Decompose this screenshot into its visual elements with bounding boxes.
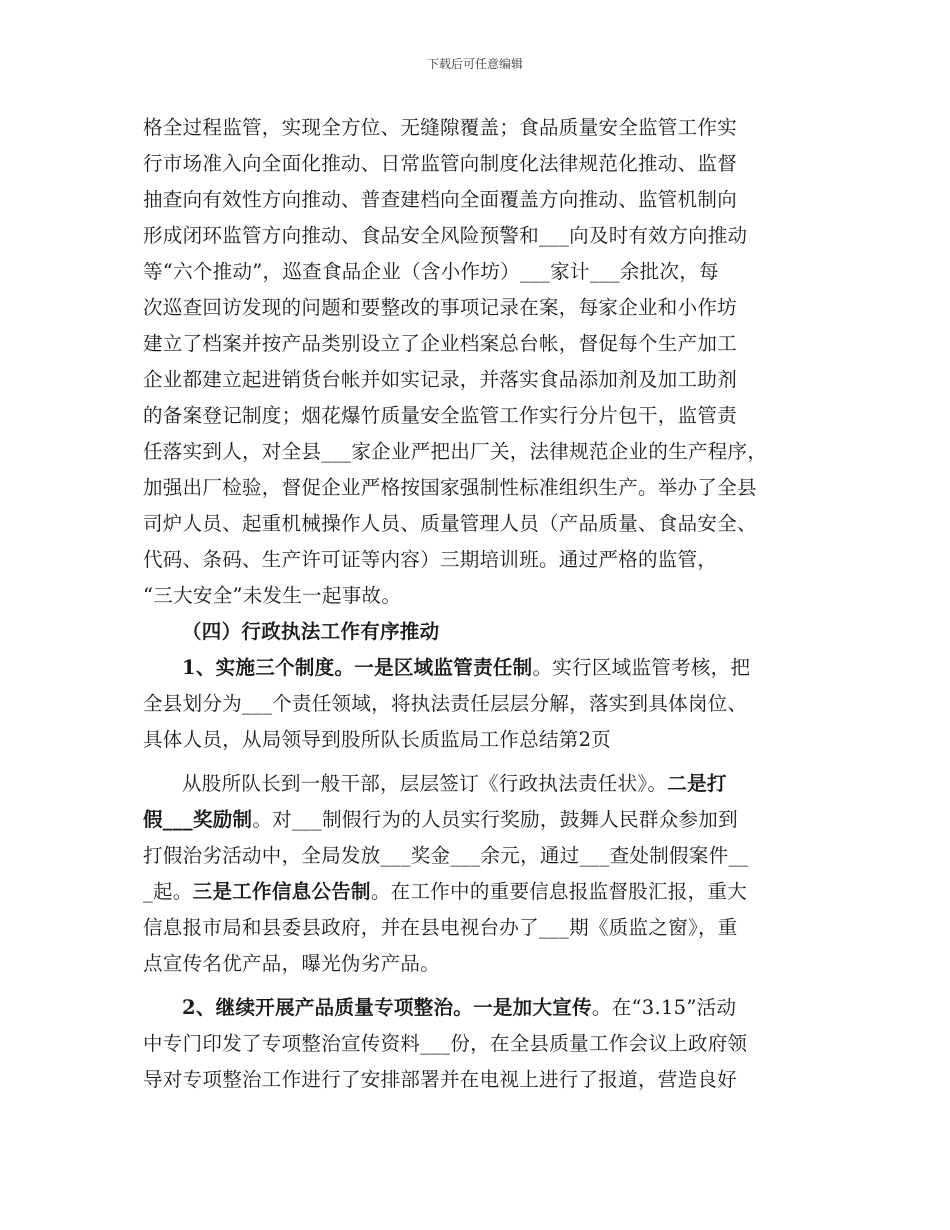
text-line: 行市场准入向全面化推动、日常监管向制度化法律规范化推动、监督 (143, 152, 738, 175)
text-line: 格全过程监管，实现全方位、无缝隙覆盖；食品质量安全监管工作实 (143, 116, 738, 139)
paragraph-line (143, 990, 823, 1026)
bold-run: 假___奖励制 (143, 808, 253, 831)
document-body (143, 110, 823, 1098)
text-run: 。在工作中的重要信息报监督股汇报，重大 (370, 880, 748, 903)
paragraph-line: 信息报市局和县委县政府，并在县电视台办了___期《质监之窗》，重 (143, 916, 738, 939)
header-note: 下载后可任意编辑 (426, 57, 523, 71)
paragraph-line (143, 874, 823, 910)
paragraph-line (143, 650, 823, 686)
text-run: 。在“3.15”活动 (591, 996, 737, 1019)
text-line: 等“六个推动”，巡查食品企业（含小作坊）___家计___余批次，每 (143, 260, 719, 283)
paragraph-line: 中专门印发了专项整治宣传资料___份，在全县质量工作会议上政府领 (143, 1032, 748, 1055)
text-line: 加强出厂检验，督促企业严格按国家强制性标准组织生产。举办了全县 (143, 476, 757, 499)
bold-run: 一是加大宣传 (473, 996, 592, 1019)
bold-run: 三是工作信息公告制 (192, 880, 371, 903)
text-line: 的备案登记制度；烟花爆竹质量安全监管工作实行分片包干，监管责 (143, 404, 738, 427)
bold-run: 一是区域监管责任制 (354, 656, 533, 679)
text-line: 形成闭环监管方向推动、食品安全风险预警和___向及时有效方向推动 (143, 224, 748, 247)
paragraph-line (143, 766, 823, 802)
text-line: 次巡查回访发现的问题和要整改的事项记录在案，每家企业和小作坊 (143, 296, 738, 319)
paragraph-line: 点宣传名优产品，曝光伪劣产品。 (143, 952, 441, 975)
paragraph-line: 全县划分为___个责任领域，将执法责任层层分解，落实到具体岗位、 (143, 692, 748, 715)
paragraph-line (143, 802, 823, 838)
text-line: 代码、条码、生产许可证等内容）三期培训班。通过严格的监管， (143, 548, 718, 571)
section-heading: （四）行政执法工作有序推动 (182, 620, 440, 643)
text-line: 建立了档案并按产品类别设立了企业档案总台帐，督促每个生产加工 (143, 332, 738, 355)
text-line: 抽查向有效性方向推动、普查建档向全面覆盖方向推动、监管机制向 (143, 188, 738, 211)
text-line: 企业都建立起进销货台帐并如实记录，并落实食品添加剂及加工助剂 (143, 368, 738, 391)
text-line: 任落实到人，对全县___家企业严把出厂关，法律规范企业的生产程序， (143, 440, 768, 463)
paragraph-line: 打假治劣活动中，全局发放___奖金___余元，通过___查处制假案件__ (143, 844, 749, 867)
text-run: _起。 (143, 880, 193, 903)
bold-run: 二是打 (667, 772, 727, 795)
paragraph-line: 具体人员，从局领导到股所队长质监局工作总结第2页 (143, 728, 612, 751)
paragraph-line: 导对专项整治工作进行了安排部署并在电视上进行了报道，营造良好 (143, 1068, 738, 1091)
text-run: 。对___制假行为的人员实行奖励，鼓舞人民群众参加到 (252, 808, 738, 831)
text-run: 从股所队长到一般干部，层层签订《行政执法责任状》。 (182, 772, 668, 795)
bold-run: 2、继续开展产品质量专项整治。 (182, 996, 474, 1019)
text-line: “三大安全”未发生一起事故。 (143, 584, 402, 607)
text-run: 。实行区域监管考核，把 (532, 656, 751, 679)
bold-run: 1、实施三个制度。 (182, 656, 355, 679)
text-line: 司炉人员、起重机械操作人员、质量管理人员（产品质量、食品安全、 (143, 512, 757, 535)
